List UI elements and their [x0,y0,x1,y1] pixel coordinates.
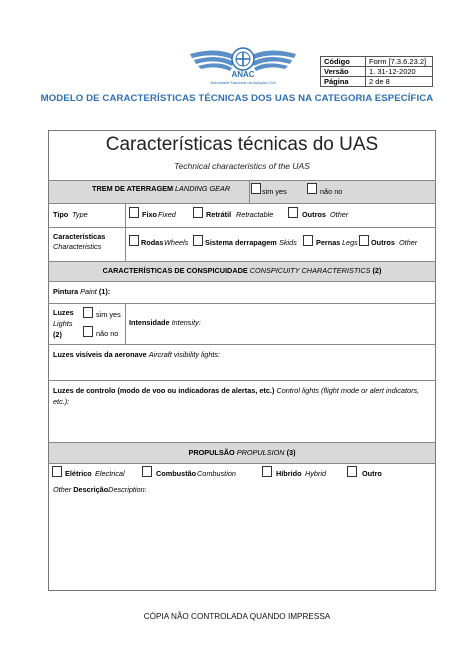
document-meta-table [320,56,433,87]
type-fixed-label: Fixo [142,210,157,219]
meta-value: 2 de 8 [366,77,433,87]
propulsion-description-field[interactable] [53,485,147,494]
divider [48,344,436,345]
visibility-lights-label: Luzes visíveis da aeronave [53,350,147,359]
landing-gear-label: TREM DE ATERRAGEM [92,184,174,193]
control-lights-field[interactable] [53,386,419,395]
type-retractable-label-en: Retractable [236,210,274,219]
divider [48,303,436,304]
type-retractable-checkbox[interactable] [193,207,203,218]
skids-label-en: Skids [279,238,297,247]
combustion-label-en: Combustion [197,469,236,478]
characteristics-other-label: Outros [371,238,395,247]
landing-gear-no-label: não no [320,187,343,196]
anac-wings-emblem [188,40,298,96]
logo-subtext: Autoridade Nacional da Aviação Civil [210,80,276,85]
landing-gear-no-checkbox[interactable] [307,183,317,194]
divider [48,227,436,228]
lights-no-checkbox[interactable] [83,326,93,337]
lights-label-en: Lights [53,319,73,328]
conspicuity-header-en: CONSPICUITY CHARACTERISTICS [249,266,371,275]
meta-key: Página [321,77,366,87]
type-other-label: Outros [302,210,326,219]
characteristics-other-checkbox[interactable] [359,235,369,246]
form-title: Características técnicas do UAS [105,134,379,155]
description-label: Descrição [73,485,109,494]
document-title: MODELO DE CARACTERÍSTICAS TÉCNICAS DOS UAS NA CATEGORIA ESPECÍFICA [40,93,434,104]
skids-checkbox[interactable] [193,235,203,246]
meta-key: Versão [321,67,366,77]
landing-gear-yes-label: sim yes [262,187,287,196]
meta-value: Form [7.3.6.23.2] [366,57,433,67]
electrical-label: Elétrico [65,469,92,478]
characteristics-other-label-en: Other [399,238,418,247]
electrical-checkbox[interactable] [52,466,62,477]
legs-checkbox[interactable] [303,235,313,246]
visibility-lights-field[interactable] [53,350,220,359]
type-label-en: Type [72,210,88,219]
anac-logo [188,40,298,96]
wheels-label: Rodas [141,238,164,247]
divider [48,203,436,204]
lights-num: (2) [53,330,62,339]
legs-label: Pernas [316,238,341,247]
wheels-checkbox[interactable] [129,235,139,246]
intensity-label-en: Intensity: [171,318,201,327]
combustion-label: Combustão [156,469,197,478]
paint-label-en: Paint [80,287,97,296]
type-label: Tipo [53,210,69,219]
meta-key: Código [321,57,366,67]
divider [125,303,126,344]
visibility-lights-label-en: Aircraft visibility lights: [148,350,221,359]
description-label-en: Description: [108,485,147,494]
characteristics-label-en: Characteristics [53,242,102,251]
landing-gear-label-en: LANDING GEAR [175,184,231,193]
conspicuity-header-pt: CARACTERÍSTICAS DE CONSPICUIDADE [102,266,248,275]
logo-text: ANAC [231,70,255,79]
divider [48,380,436,381]
intensity-field[interactable] [129,318,201,327]
control-lights-label-en: Control lights (flight mode or alert indicators, [276,386,420,395]
combustion-checkbox[interactable] [142,466,152,477]
propulsion-header [48,448,436,457]
divider [48,463,436,464]
control-lights-label-en-cont: etc.): [53,397,70,406]
lights-yes-label: sim yes [96,310,121,319]
type-fixed-checkbox[interactable] [129,207,139,218]
paint-field[interactable] [53,287,110,296]
skids-label: Sistema derrapagem [205,238,277,247]
propulsion-other-checkbox[interactable] [347,466,357,477]
wheels-label-en: Wheels [164,238,189,247]
type-other-checkbox[interactable] [288,207,298,218]
legs-label-en: Legs [342,238,358,247]
meta-value: 1. 31-12-2020 [366,67,433,77]
divider [249,181,250,203]
hybrid-label: Híbrido [276,469,302,478]
lights-yes-checkbox[interactable] [83,307,93,318]
propulsion-other-label: Outro [362,469,382,478]
hybrid-checkbox[interactable] [262,466,272,477]
conspicuity-header-num: (2) [372,266,382,275]
characteristics-label: Características [53,232,106,241]
type-retractable-label: Retrátil [206,210,232,219]
landing-gear-yes-checkbox[interactable] [251,183,261,194]
divider [48,281,436,282]
type-fixed-label-en: Fixed [158,210,176,219]
propulsion-header-num: (3) [286,448,296,457]
electrical-label-en: Electrical [95,469,125,478]
type-other-label-en: Other [330,210,349,219]
control-lights-label: Luzes de controlo (modo de voo ou indicadoras de alertas, etc.) [53,386,275,395]
propulsion-header-en: PROPULSION [236,448,285,457]
divider [125,203,126,227]
propulsion-other-label-en: Other [53,485,72,494]
lights-no-label: não no [96,329,119,338]
conspicuity-header [48,266,436,275]
intensity-label: Intensidade [129,318,170,327]
paint-num: (1): [98,287,111,296]
propulsion-header-pt: PROPULSÃO [188,448,235,457]
paint-label: Pintura [53,287,79,296]
divider [125,227,126,261]
form-subtitle: Technical characteristics of the UAS [174,161,310,171]
hybrid-label-en: Hybrid [305,469,327,478]
footer-note: CÓPIA NÃO CONTROLADA QUANDO IMPRESSA [143,612,331,621]
lights-label: Luzes [53,308,74,317]
